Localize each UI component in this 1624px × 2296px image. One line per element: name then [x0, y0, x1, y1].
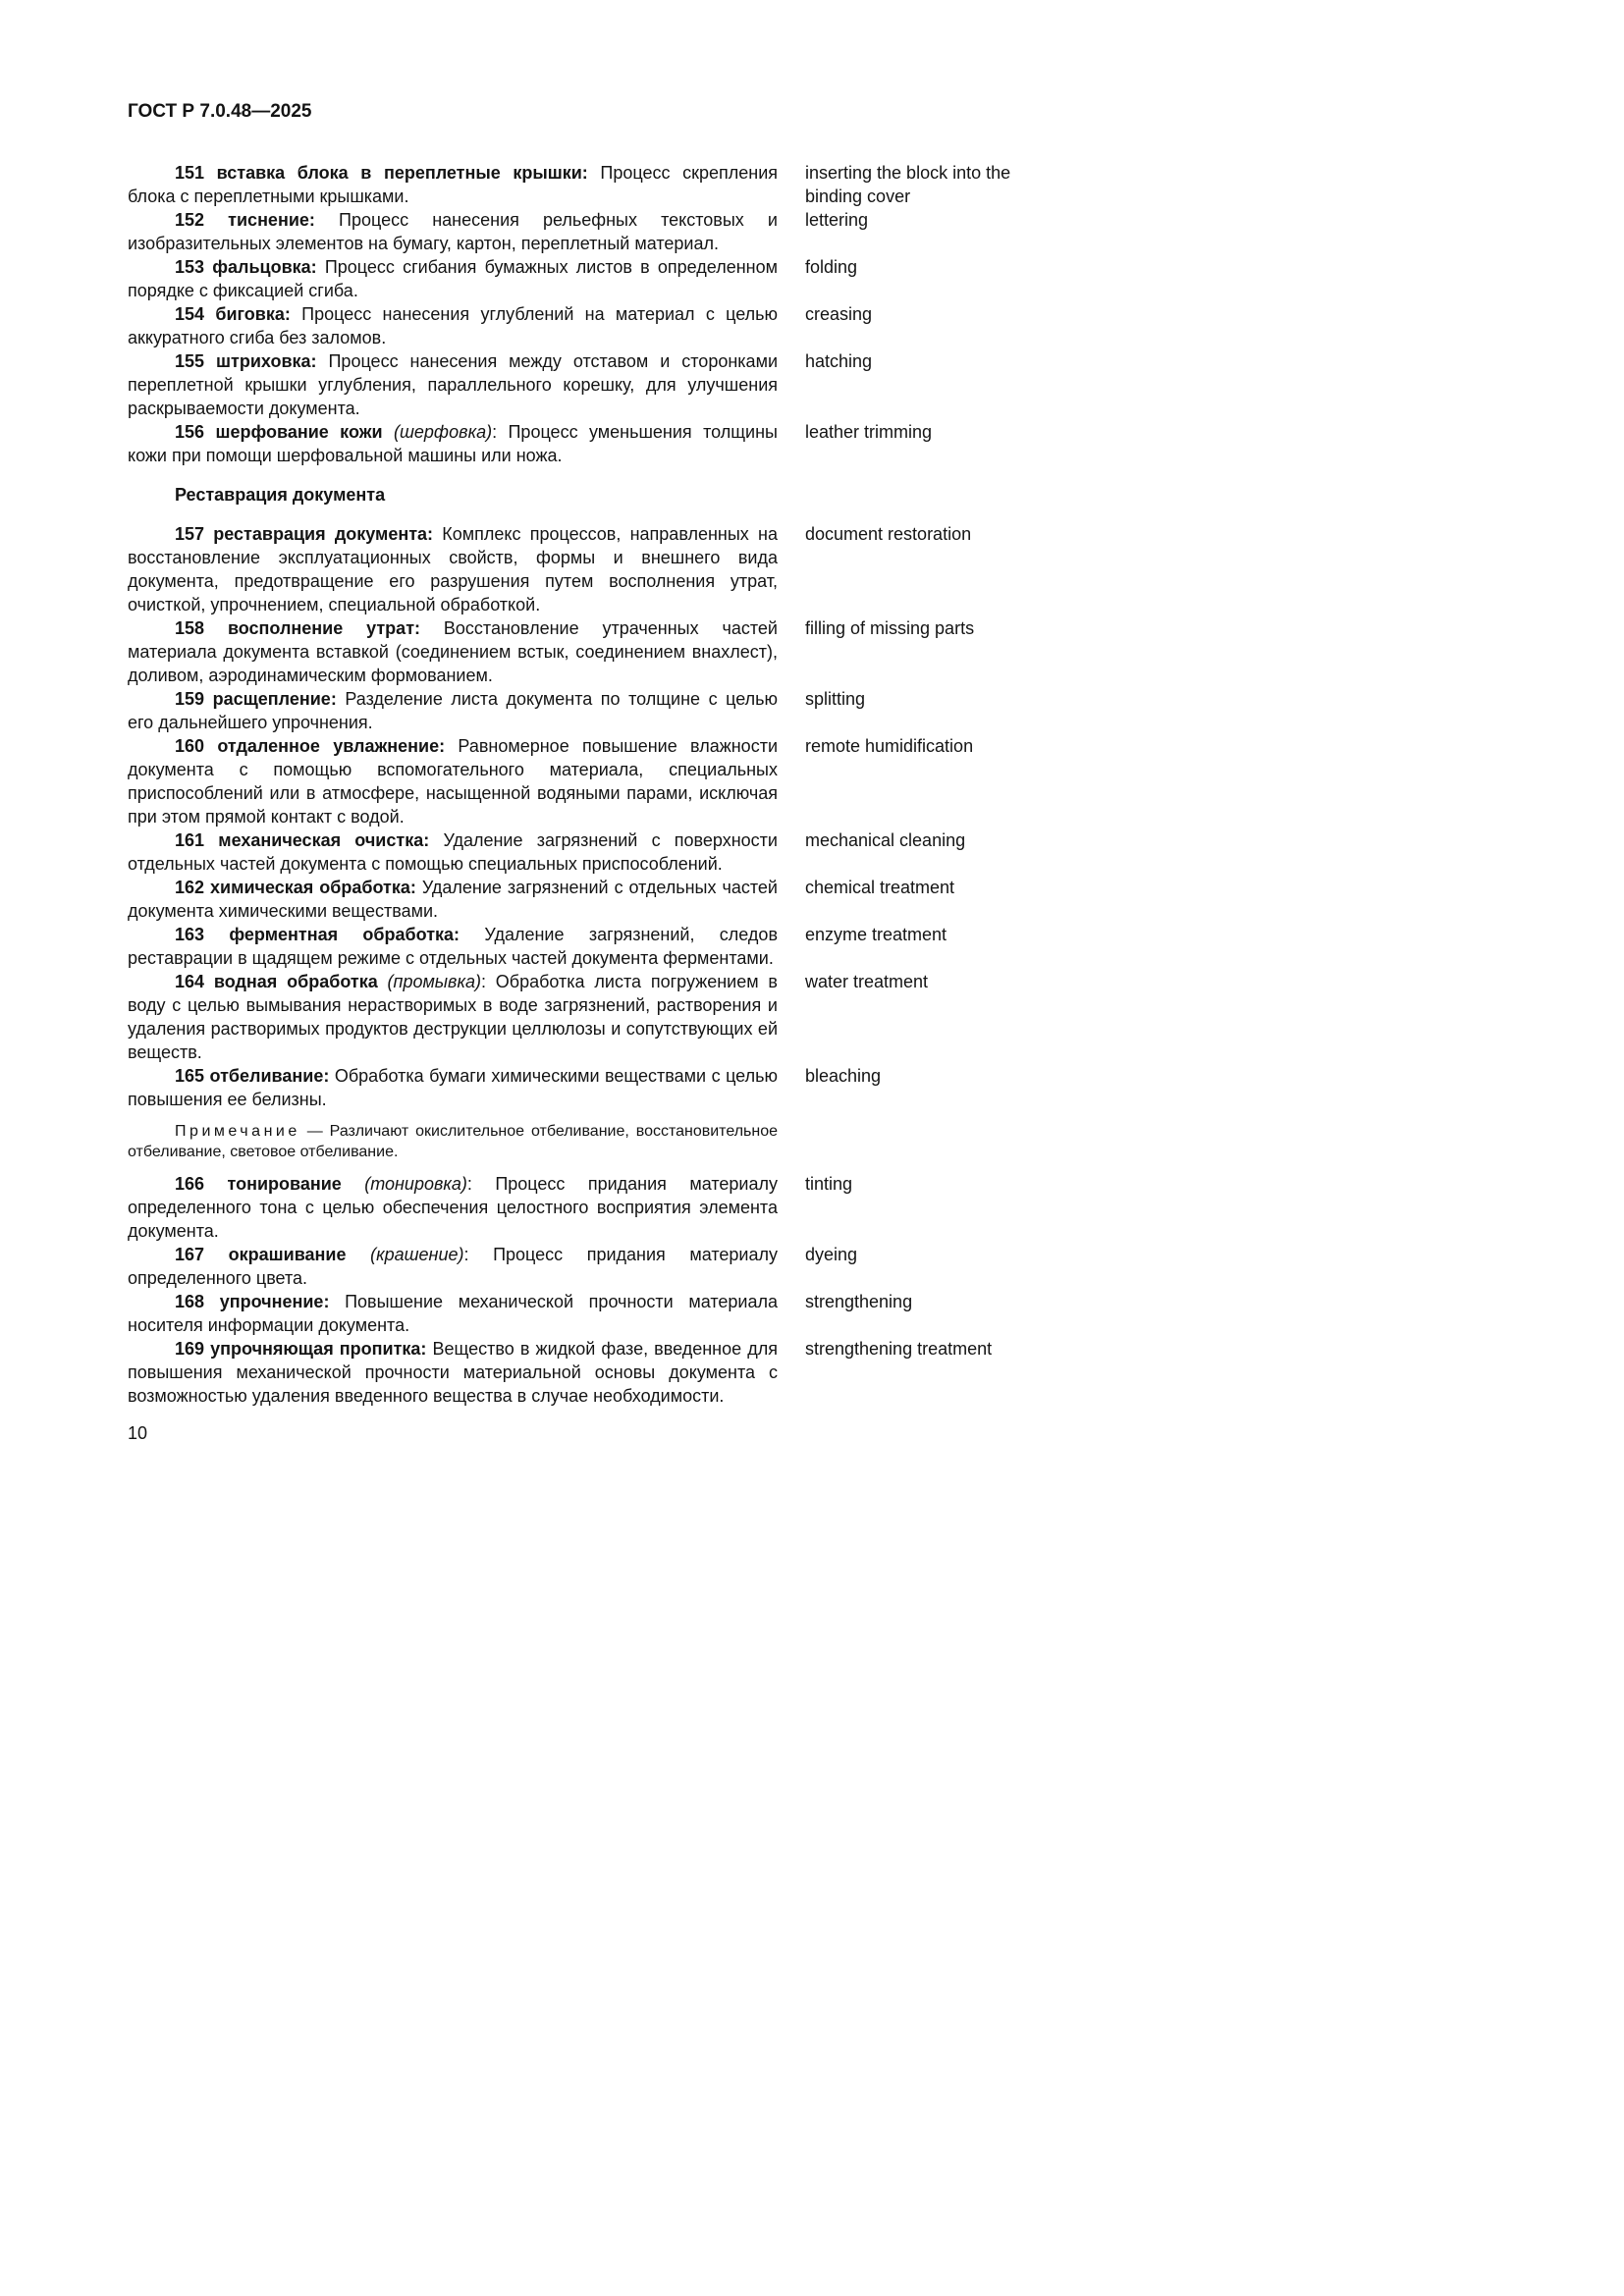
- term-text: : Процесс уменьшения толщины кожи при помощи шерфовальной машины или ножа.: [128, 422, 778, 465]
- term-english-equivalent: lettering: [805, 210, 869, 230]
- term-name: штриховка:: [216, 351, 317, 371]
- term-definition: [128, 302, 778, 349]
- term-number-and-name: [175, 972, 388, 991]
- term-number-and-name: [175, 689, 337, 709]
- term-text: Процесс сгибания бумажных листов в определенном порядке с фиксацией сгиба.: [128, 257, 778, 300]
- term-english-equivalent: tinting: [805, 1174, 853, 1194]
- term-number: 162: [175, 878, 205, 897]
- term-entry: [128, 255, 1021, 302]
- term-name: шерфование кожи: [215, 422, 394, 442]
- term-entry: [128, 1243, 1021, 1290]
- term-name: упрочнение:: [219, 1292, 330, 1311]
- term-entry: [128, 302, 1021, 349]
- term-english-equivalent: water treatment: [805, 972, 929, 991]
- term-number-and-name: [175, 524, 433, 544]
- term-entry: [128, 734, 1021, 828]
- term-definition: [128, 420, 778, 467]
- term-name: механическая очистка:: [218, 830, 430, 850]
- term-number: 160: [175, 736, 205, 756]
- term-number: 164: [175, 972, 205, 991]
- term-english-equivalent: mechanical cleaning: [805, 830, 966, 850]
- term-number-and-name: [175, 1245, 370, 1264]
- term-number-and-name: [175, 257, 317, 277]
- term-english-equivalent: inserting the block into the binding cover: [805, 163, 1011, 206]
- term-english-equivalent: strengthening: [805, 1292, 913, 1311]
- term-number: 163: [175, 925, 205, 944]
- term-number-and-name: [175, 210, 315, 230]
- term-english-equivalent: chemical treatment: [805, 878, 955, 897]
- terms-list: [128, 161, 1021, 1408]
- term-definition: [128, 522, 778, 616]
- term-definition: [128, 1064, 778, 1111]
- term-entry: [128, 208, 1021, 255]
- term-text: Разделение листа документа по толщине с целью его дальнейшего упрочнения.: [128, 689, 778, 732]
- term-definition: [128, 161, 778, 208]
- term-name: упрочняющая пропитка:: [210, 1339, 427, 1359]
- term-english-equivalent: remote humidification: [805, 736, 974, 756]
- term-synonym: (крашение): [370, 1245, 464, 1264]
- page-number: 10: [128, 1423, 148, 1443]
- term-number: 154: [175, 304, 205, 324]
- term-number: 169: [175, 1339, 205, 1359]
- term-number: 158: [175, 618, 205, 638]
- term-english-equivalent: splitting: [805, 689, 866, 709]
- term-entry: [128, 349, 1021, 420]
- term-number: 156: [175, 422, 205, 442]
- term-number-and-name: [175, 1292, 329, 1311]
- term-number-and-name: [175, 304, 291, 324]
- term-number-and-name: [175, 422, 394, 442]
- term-name: реставрация документа:: [213, 524, 434, 544]
- term-name: восполнение утрат:: [227, 618, 420, 638]
- term-name: водная обработка: [213, 972, 388, 991]
- term-number: 168: [175, 1292, 205, 1311]
- note-text: — Различают окислительное отбеливание, восстановительное отбеливание, световое отбеливание.: [128, 1123, 778, 1160]
- term-number-and-name: [175, 878, 416, 897]
- term-name: ферментная обработка:: [229, 925, 460, 944]
- term-text: Удаление загрязнений с поверхности отдельных частей документа с помощью специальных приспособлений.: [128, 830, 778, 874]
- term-definition: [128, 1290, 778, 1337]
- term-text: Комплекс процессов, направленных на восстановление эксплуатационных свойств, формы и внешнего вида документа, предотвращение его разрушения путем восполнения утрат, очисткой, упрочнением, специальной обработкой.: [128, 524, 778, 614]
- term-definition: [128, 687, 778, 734]
- term-english-equivalent: dyeing: [805, 1245, 858, 1264]
- section-heading: Реставрация документа: [175, 485, 386, 505]
- term-english-equivalent: hatching: [805, 351, 873, 371]
- term-synonym: (шерфовка): [393, 422, 493, 442]
- document-header: ГОСТ Р 7.0.48—2025: [128, 101, 312, 122]
- term-entry: [128, 923, 1021, 970]
- term-name: окрашивание: [228, 1245, 371, 1264]
- term-definition: [128, 616, 778, 687]
- term-number: 165: [175, 1066, 205, 1086]
- term-number-and-name: [175, 351, 317, 371]
- term-number: 155: [175, 351, 205, 371]
- term-definition: [128, 349, 778, 420]
- term-number-and-name: [175, 830, 429, 850]
- term-text: : Процесс придания материалу определенного тона с целью обеспечения целостного восприятия элемента документа.: [128, 1174, 778, 1241]
- note: [128, 1121, 778, 1162]
- term-definition: [128, 1172, 778, 1243]
- term-entry: [128, 522, 1021, 616]
- term-text: Процесс нанесения рельефных текстовых и изобразительных элементов на бумагу, картон, переплетный материал.: [128, 210, 778, 253]
- term-name: тонирование: [227, 1174, 365, 1194]
- term-definition: [128, 1337, 778, 1408]
- term-english-equivalent: creasing: [805, 304, 873, 324]
- term-english-equivalent: document restoration: [805, 524, 972, 544]
- term-number-and-name: [175, 163, 588, 183]
- term-definition: [128, 208, 778, 255]
- term-english-equivalent: folding: [805, 257, 858, 277]
- term-english-equivalent: leather trimming: [805, 422, 933, 442]
- note-label: Примечание: [175, 1123, 300, 1140]
- term-number: 161: [175, 830, 205, 850]
- term-name: фальцовка:: [212, 257, 317, 277]
- term-definition: [128, 1243, 778, 1290]
- term-synonym: (промывка): [387, 972, 481, 991]
- term-name: вставка блока в переплетные крышки:: [216, 163, 588, 183]
- term-text: Удаление загрязнений, следов реставрации в щадящем режиме с отдельных частей документа ферментами.: [128, 925, 779, 968]
- term-text: Процесс скрепления блока с переплетными крышками.: [128, 163, 778, 206]
- term-number-and-name: [175, 1174, 364, 1194]
- term-entry: [128, 1337, 1021, 1408]
- term-name: биговка:: [215, 304, 291, 324]
- term-name: тиснение:: [228, 210, 315, 230]
- term-definition: [128, 970, 778, 1064]
- term-number: 159: [175, 689, 205, 709]
- term-number: 153: [175, 257, 205, 277]
- term-text: Удаление загрязнений с отдельных частей документа химическими веществами.: [128, 878, 778, 921]
- term-number-and-name: [175, 736, 445, 756]
- term-entry: [128, 161, 1021, 208]
- term-definition: [128, 828, 778, 876]
- term-entry: [128, 828, 1021, 876]
- section-heading-row: [128, 467, 1021, 522]
- term-number-and-name: [175, 925, 460, 944]
- term-entry: [128, 420, 1021, 467]
- term-number-and-name: [175, 1339, 426, 1359]
- term-entry: [128, 876, 1021, 923]
- term-text: Вещество в жидкой фазе, введенное для повышения механической прочности материальной основы документа с возможностью удаления введенного вещества в случае необходимости.: [128, 1339, 778, 1406]
- term-english-equivalent: bleaching: [805, 1066, 882, 1086]
- term-number: 151: [175, 163, 205, 183]
- term-entry: [128, 1172, 1021, 1243]
- term-definition: [128, 734, 778, 828]
- term-number-and-name: [175, 618, 420, 638]
- term-entry: [128, 616, 1021, 687]
- term-name: расщепление:: [212, 689, 337, 709]
- term-text: Равномерное повышение влажности документа с помощью вспомогательного материала, специальных приспособлений или в атмосфере, насыщенной водяными парами, исключая при этом прямой контакт с водой.: [128, 736, 778, 827]
- term-number: 152: [175, 210, 205, 230]
- term-text: Обработка бумаги химическими веществами с целью повышения ее белизны.: [128, 1066, 778, 1109]
- term-number-and-name: [175, 1066, 329, 1086]
- term-entry: [128, 687, 1021, 734]
- term-english-equivalent: filling of missing parts: [805, 618, 975, 638]
- term-entry: [128, 1290, 1021, 1337]
- term-text: Повышение механической прочности материала носителя информации документа.: [128, 1292, 778, 1335]
- term-text: Восстановление утраченных частей материала документа вставкой (соединением встык, соединением внахлест), доливом, аэродинамическим формованием.: [128, 618, 778, 685]
- note-row: [128, 1111, 1021, 1172]
- term-name: отбеливание:: [209, 1066, 330, 1086]
- term-text: : Процесс придания материалу определенного цвета.: [128, 1245, 778, 1288]
- term-number: 157: [175, 524, 205, 544]
- term-text: : Обработка листа погружением в воду с целью вымывания нерастворимых в воде загрязнений, растворения и удаления растворимых продуктов деструкции целлюлозы и сопутствующих ей веществ.: [128, 972, 778, 1062]
- term-english-equivalent: enzyme treatment: [805, 925, 947, 944]
- term-name: отдаленное увлажнение:: [217, 736, 446, 756]
- term-entry: [128, 1064, 1021, 1111]
- term-entry: [128, 970, 1021, 1064]
- term-number: 166: [175, 1174, 205, 1194]
- term-number: 167: [175, 1245, 205, 1264]
- term-english-equivalent: strengthening treatment: [805, 1339, 993, 1359]
- term-definition: [128, 923, 778, 970]
- term-definition: [128, 876, 778, 923]
- term-synonym: (тонировка): [364, 1174, 467, 1194]
- term-definition: [128, 255, 778, 302]
- term-text: Процесс нанесения между отставом и сторонками переплетной крышки углубления, параллельного корешку, для улучшения раскрываемости документа.: [128, 351, 778, 418]
- term-name: химическая обработка:: [210, 878, 416, 897]
- term-text: Процесс нанесения углублений на материал с целью аккуратного сгиба без заломов.: [128, 304, 778, 347]
